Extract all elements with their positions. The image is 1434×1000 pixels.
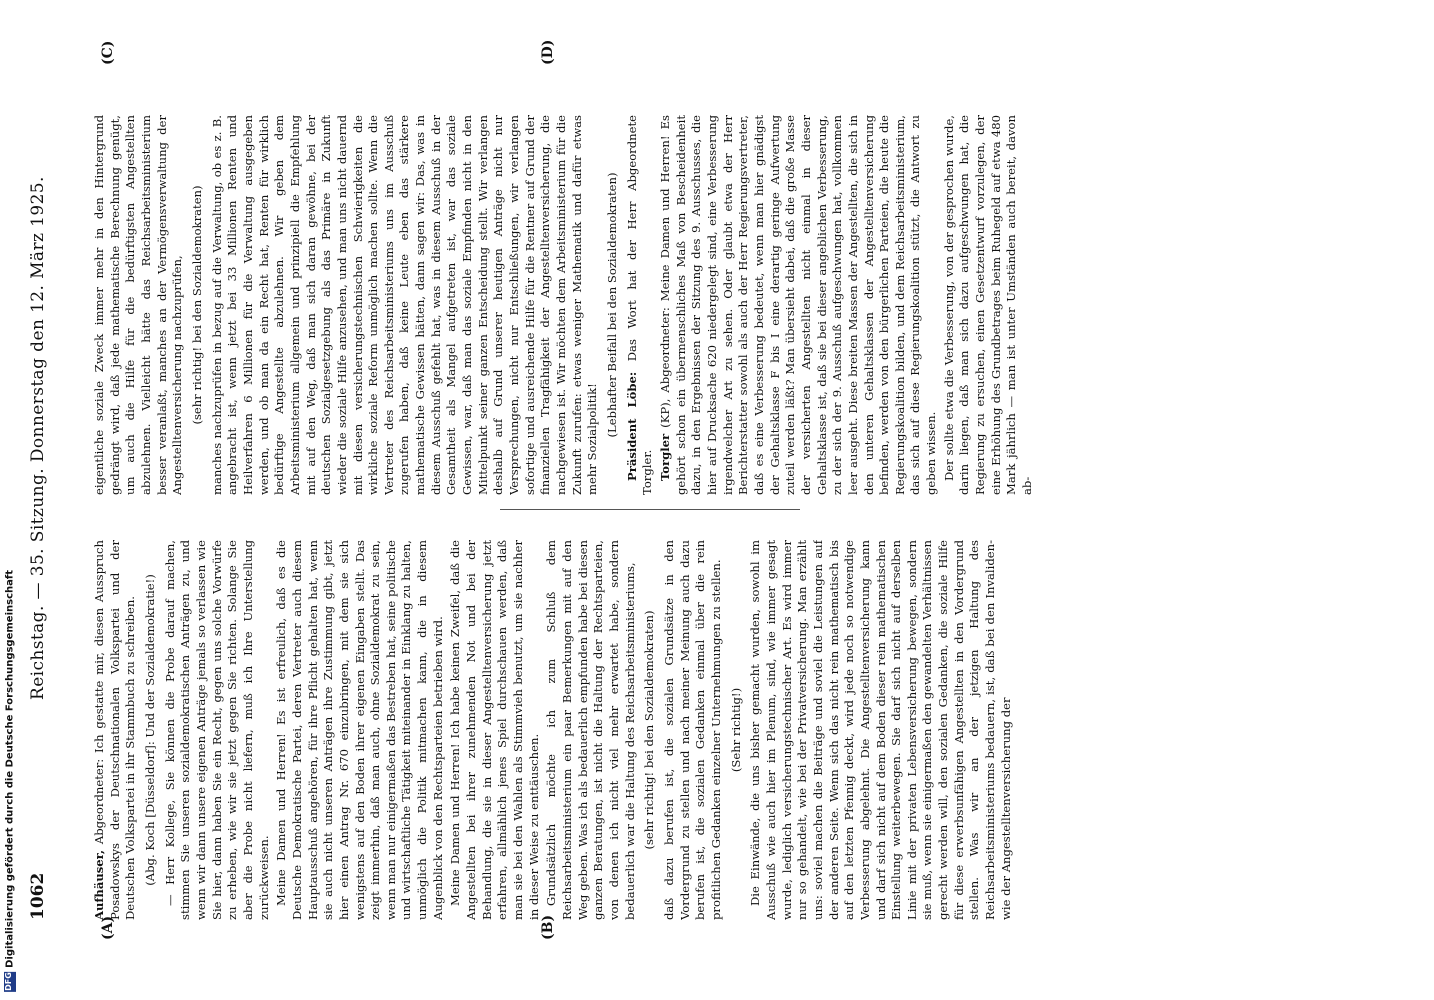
paragraph-text: (KP), Abgeordneter: Meine Damen und Herren! Es gehört schon ein übermenschliches Maß von Bescheidenheit dazu, in den Ergebnissen der Sitzung des 9. Ausschusses, die hier auf Drucksache 620 niedergelegt sind, eine Verbesserung irgendwelcher Art zu sehen. Oder glaubt etwa der Herr Berichterstatter sowohl als auch der Herr Regierungsvertreter, daß es eine Verbesserung bedeutet, wenn man hier gnädigst der Gehaltsklasse F bis I eine derartig geringe Aufwertung zuteil werden läßt? Man übersieht dabei, daß die große Masse der versicherten Angestellten nicht einmal in dieser Gehaltsklasse ist, daß sie bei dieser angeblichen Verbesserung, zu der sich der 9. Ausschuß aufgeschwungen hat, vollkommen leer ausgeht. Diese breiten Massen der Angestellten, die sich in den unteren Gehaltsklassen der Angestelltenversicherung befinden, werden von den bürgerlichen Parteien, die heute die Regierungskoalition bilden, und dem Reichsarbeitsministerium, das sich auf diese Regierungskoalition stützt, die Antwort zu geben wissen. [657, 115, 939, 495]
funding-text: Digitalisierung gefördert durch die Deutsche Forschungsgemeinschaft [4, 570, 16, 968]
interjection: (Sehr richtig!) [728, 687, 743, 773]
paragraph-text: Ich gestatte mir, diesen Ausspruch Posadowskys der Deutschnationalen Volkspartei und der Deutschen Volkspartei in ihr Stammbuch zu schreiben. [92, 540, 138, 920]
margin-marker-d: (D) [540, 39, 556, 65]
paragraph [658, 115, 940, 495]
paragraph: Der sollte etwa die Verbesserung, von der gesprochen wurde, darin liegen, daß man sich dazu aufgeschwungen hat, die Regierung zu ersuchen, einen Gesetzentwurf vorzulegen, der eine Erhöhung des Grundbetrages beim Ruhegeld auf etwa 480 Mark jährlich — man ist unter Umständen auch bereit, davon ab- [941, 115, 1035, 495]
paragraph: manches nachzuprüfen in bezug auf die Verwaltung, ob es z. B. angebracht ist, wenn jetzt bei 33 Millionen Renten und Heilverfahren 6 Millionen für die Verwaltung ausgegeben werden, und ob man da ein Recht hat, Renten für wirklich bedürftige Angestellte abzulehnen. Wir geben dem Arbeitsministerium allgemein und prinzipiell die Empfehlung mit auf den Weg, daß man sich daran gewöhne, bei der deutschen Sozialgesetzgebung als das Primäre in Zukunft wieder die soziale Hilfe anzusehen, und man uns nicht dauernd mit diesen versicherungstechnischen Schwierigkeiten die wirkliche soziale Reform unmöglich machen sollte. Wenn die Vertreter des Reichsarbeitsministeriums uns im Ausschuß zugerufen haben, daß keine Leute eben das stärkere mathematische Gewissen hätten, dann sagen wir: Das, was in diesem Ausschuß gefehlt hat, was in diesem Ausschuß in der Gesamtheit als Mangel aufgetreten ist, war das soziale Gewissen, war, daß man das soziale Empfinden nicht in den Mittelpunkt seiner ganzen Entscheidung stellt. Wir verlangen deshalb auf Grund unserer heutigen Anträge nicht nur Versprechungen, nicht nur Entschließungen, wir verlangen sofortige und ausreichende Hilfe für die Rentner auf Grund der finanziellen Tragfähigkeit der Angestelltenversicherung, die nachgewiesen ist. Wir möchten dem Arbeitsministerium für die Zukunft zurufen: etwas weniger Mathematik und dafür etwas mehr Sozialpolitik! [209, 115, 600, 495]
interjection: (Abg. Koch [Düsseldorf]: Und der Sozialdemokratie!) [142, 574, 157, 886]
paragraph: daß dazu berufen ist, die sozialen Grundsätze in den Vordergrund zu stellen und nach meiner Meinung auch dazu berufen ist, die sozialen Gedanken einmal über die rein profitlichen Gedanken einzelner Unternehmungen zu stellen. [661, 540, 723, 920]
speaker-name: Aufhäuser, [92, 850, 106, 920]
interjection: (Lebhafter Beifall bei den Sozialdemokraten) [605, 172, 619, 438]
paragraph [625, 115, 656, 495]
speaker-name: Torgler [657, 433, 672, 481]
running-title: Reichstag. — 35. Sitzung. Donnerstag den 12. März 1925. [28, 176, 48, 700]
left-column [92, 540, 1417, 920]
page-number: 1062 [28, 872, 48, 920]
dfg-logo-icon: DFG [4, 972, 16, 992]
paragraph: Meine Damen und Herren! Ich habe keinen Zweifel, daß die Angestellten bei ihrer zunehmenden Not und bei der Behandlung, die sie in dieser Angestelltenversicherung jetzt erfahren, allmählich jenes Spiel durchschauen werden, daß man sie bei den Wahlen als Stimmvieh benutzt, um sie nachher in dieser Weise zu enttäuschen. [448, 540, 541, 920]
funding-notice [4, 570, 16, 992]
margin-marker-c: (C) [100, 40, 116, 65]
paragraph: — Herr Kollege, Sie können die Probe darauf machen, stimmen Sie unseren sozialdemokratischen Anträgen zu, und wenn wir dann unsere eigenen Anträge jemals so verlassen wie Sie hier, dann haben Sie ein Recht, gegen uns solche Vorwürfe zu erheben, wie wir sie jetzt gegen Sie richten. Solange Sie aber die Probe nicht liefern, muß ich Ihre Unterstellung zurückweisen. [162, 540, 271, 920]
paragraph: Meine Damen und Herren! Es ist erfreulich, daß es die Deutsche Demokratische Partei, deren Vertreter auch diesem Hauptausschuß angehören, für ihre Pflicht gehalten hat, wenn sie auch nicht unseren Anträgen ihre Zustimmung gibt, jetzt hier einen Antrag Nr. 670 einzubringen, mit dem sie sich wenigstens auf den Boden ihrer eigenen Eingaben stellt. Das zeigt immerhin, daß man auch, ohne Sozialdemokrat zu sein, wenn man nur einigermaßen das Bestreben hat, seine politische und wirtschaftliche Tätigkeit miteinander in Einklang zu halten, unmöglich die Politik mitmachen kann, die in diesem Augenblick von den Rechtsparteien betrieben wird. [274, 540, 445, 920]
margin-marker-b: (B) [540, 914, 556, 940]
speaker-name: Präsident Löbe: [624, 371, 639, 481]
paragraph: eigentliche soziale Zweck immer mehr in den Hintergrund gedrängt wird, daß jede mathematische Berechnung genügt, um auch die Hilfe für die bedürftigsten Angestellten abzulehnen. Vielleicht hätte das Reichsarbeitsministerium besser veranlaßt, manches an der Vermögensverwaltung der Angestelltenversicherung nachzuprüfen, [92, 115, 185, 495]
paragraph-text: Das Wort hat der Herr Abgeordnete Torgler. [624, 115, 655, 495]
speaker-role: Abgeordneter: [92, 758, 106, 845]
interjection: (sehr richtig! bei den Sozialdemokraten) [642, 610, 657, 850]
paragraph: Die Einwände, die uns bisher gemacht wurden, sowohl im Ausschuß wie auch hier im Plenum, sind, wie immer gesagt wurde, lediglich versicherungstechnischer Art. Es wird immer nur so gehandelt, wie bei der Privatversicherung. Man erzählt uns: soviel machen die Beiträge und soviel die Leistungen auf der anderen Seite. Wenn sich das nicht rein mathematisch bis auf den letzten Pfennig deckt, wird jede noch so notwendige Verbesserung abgelehnt. Die Angestelltenversicherung kann und darf sich nicht auf dem Boden dieser rein mathematischen Einstellung weiterbewegen. Sie darf sich nicht auf derselben Linie mit der privaten Lebensversicherung bewegen, sondern sie muß, wenn sie einigermaßen den gewandelten Verhältnissen gerecht werden will, den sozialen Gedanken, die soziale Hilfe für diese erwerbsunfähigen Angestellten in den Vordergrund stellen. Was wir an der jetzigen Haltung des Reichsarbeitsministeriums bedauern, ist, daß bei den Invaliden- wie der Angestelltenversicherung der [748, 540, 1013, 920]
paragraph [92, 540, 139, 920]
right-column [92, 115, 1417, 495]
margin-marker-a: (A) [100, 915, 116, 940]
column-divider [500, 509, 800, 510]
interjection: (sehr richtig! bei den Sozialdemokraten) [189, 185, 204, 425]
paragraph: Grundsätzlich möchte ich zum Schluß dem Reichsarbeitsministerium ein paar Bemerkungen mit auf den Weg geben. Was ich als bedauerlich empfunden habe bei diesen ganzen Beratungen, ist nicht die Haltung der Rechtsparteien, von denen ich nicht viel mehr erwartet habe, sondern bedauerlich war die Haltung des Reichsarbeitsministeriums, [544, 540, 637, 920]
